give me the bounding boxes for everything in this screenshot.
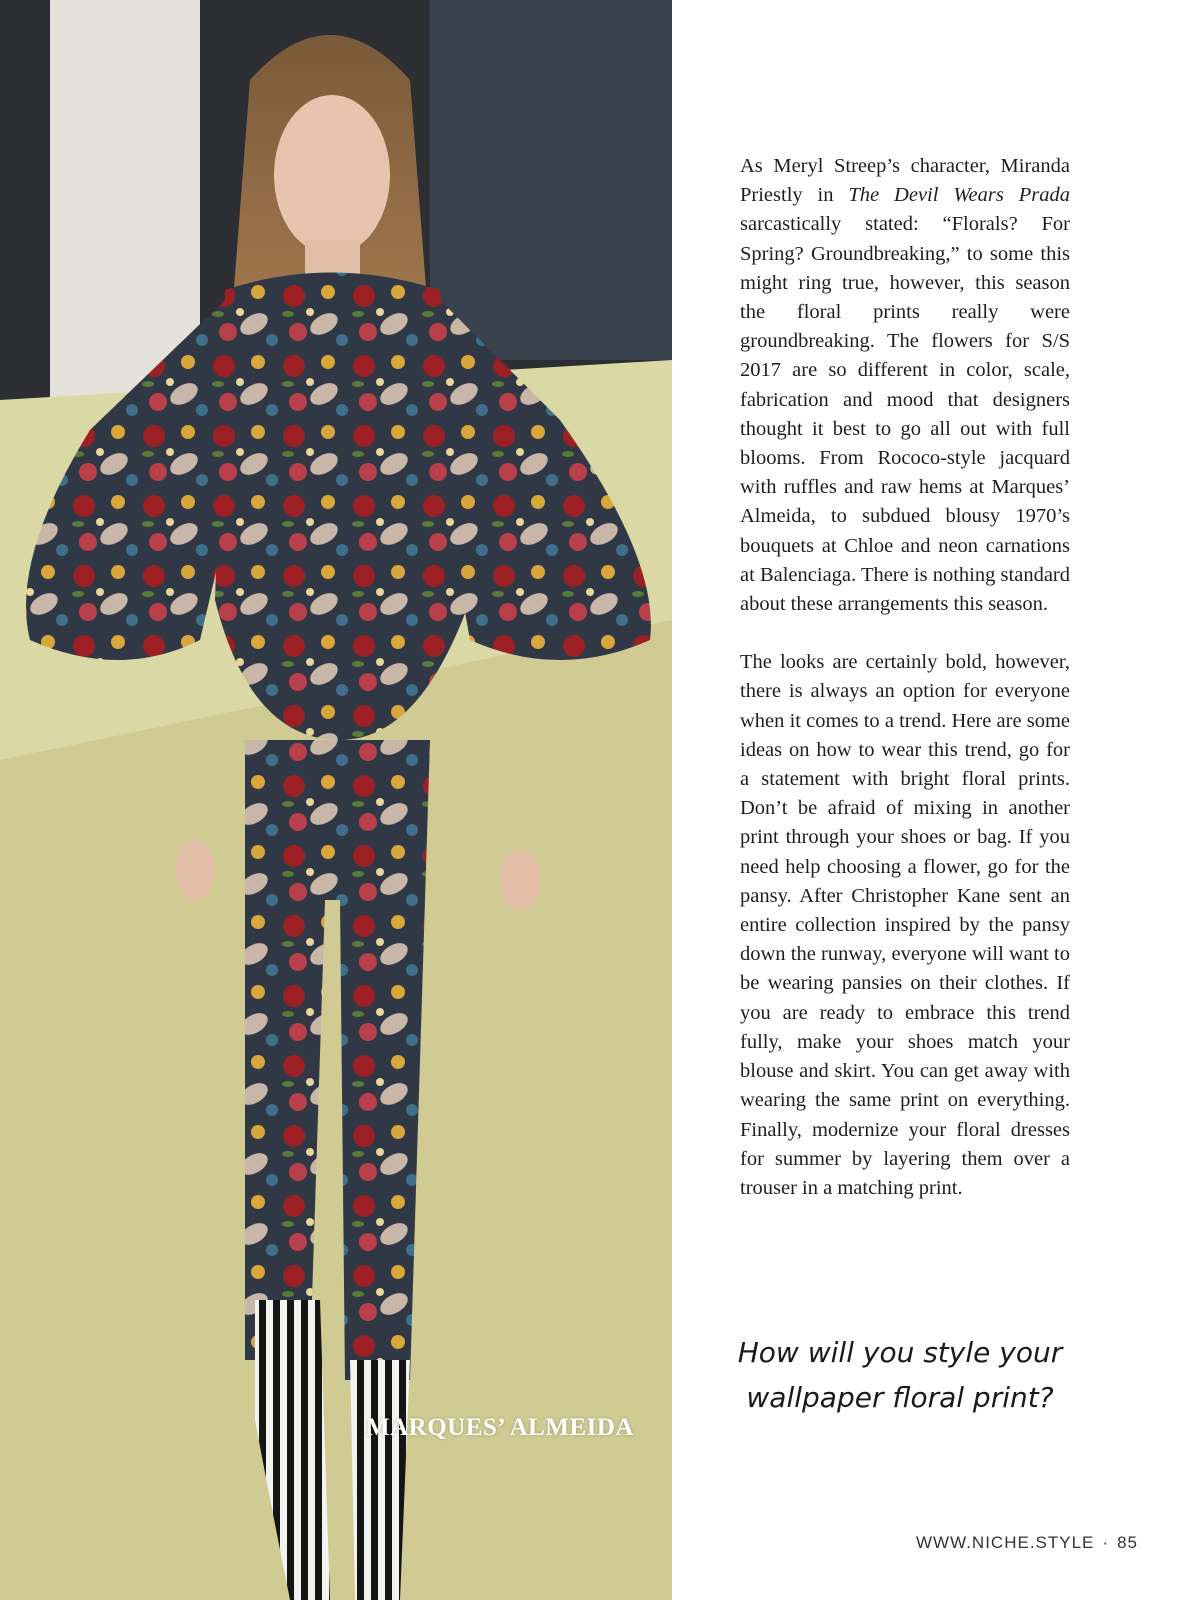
article-paragraph-1 <box>740 152 1070 619</box>
film-title: The Devil Wears Prada <box>848 184 1070 207</box>
pull-quote: How will you style your wallpaper floral print? <box>737 1336 1063 1414</box>
article-body <box>740 152 1070 1203</box>
article-paragraph-2: The looks are certainly bold, however, there is always an option for everyone when it comes to a trend. Here are some ideas on how to wear this trend, go for a statement with bright floral prints. Don’t be afraid of mixing in another print through your shoes or bag. If you need help choosing a flower, go for the pansy. After Christopher Kane sent an entire collection inspired by the pansy down the runway, everyone will want to be wearing pansies on their clothes. If you are ready to embrace this trend fully, make your shoes match your blouse and skirt. You can get away with wearing the same print on everything. Finally, modernize your floral dresses for summer by layering them over a trouser in a matching print. <box>740 651 1070 1199</box>
footer-separator: · <box>1102 1533 1110 1552</box>
page-footer <box>916 1533 1138 1553</box>
photo-caption: MARQUES’ ALMEIDA <box>366 1414 634 1441</box>
paragraph-1-intro: As Meryl Streep’s character, Miranda Priestly in <box>740 155 1070 207</box>
site-url: WWW.NICHE.STYLE <box>916 1533 1095 1552</box>
page-number: 85 <box>1117 1533 1138 1552</box>
paragraph-1-rest: sarcastically stated: “Florals? For Spring? Groundbreaking,” to some this might ring true, however, this season the floral prints really were groundbreaking. The flowers for S/S 2017 are so different in color, scale, fabrication and mood that designers thought it best to go all out with full blooms. From Rococo-style jacquard with ruffles and raw hems at Marques’ Almeida, to subdued blousy 1970’s bouquets at Chloe and neon carnations at Balenciaga. There is nothing standard about these arrangements this season. <box>740 213 1070 616</box>
